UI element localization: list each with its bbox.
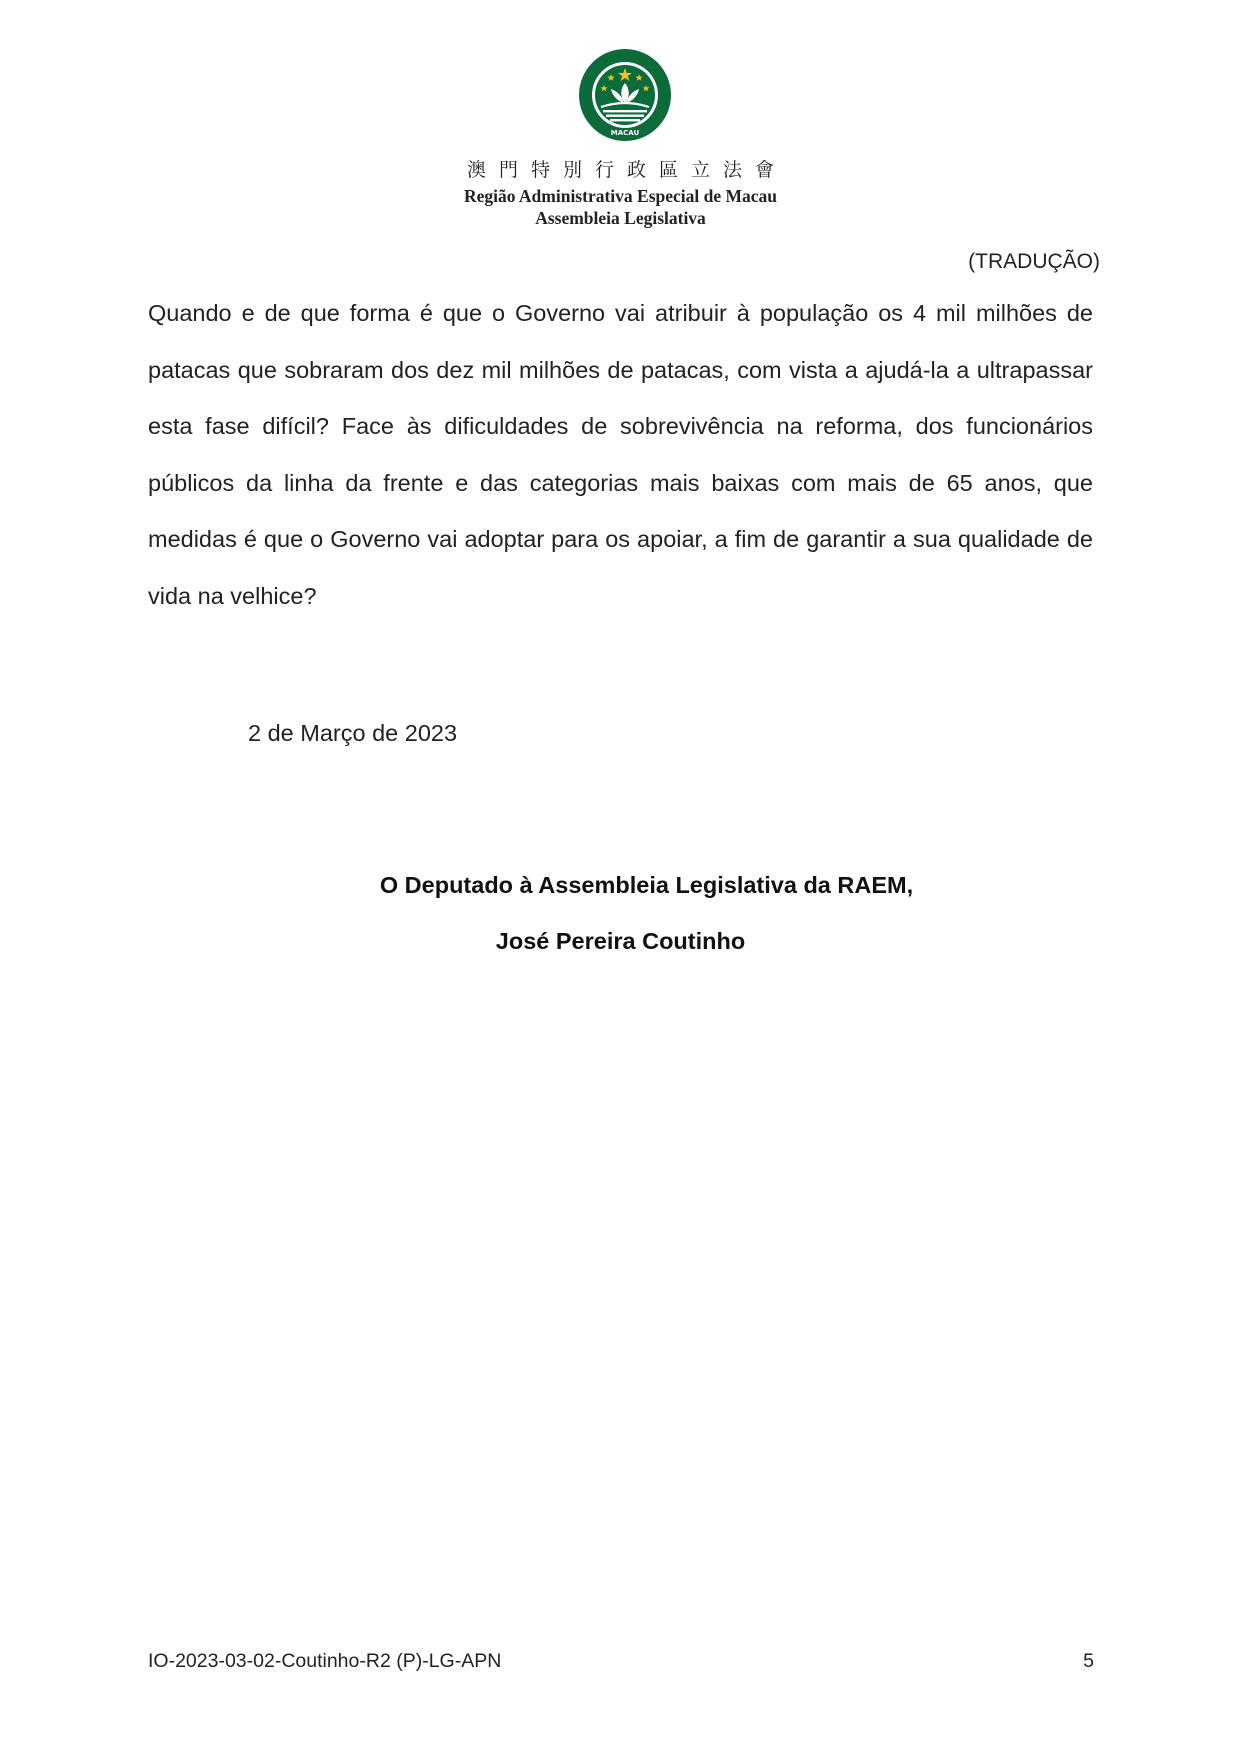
institution-header (0, 185, 1241, 229)
signatory-name: José Pereira Coutinho (495, 928, 746, 954)
page-number: 5 (1083, 1650, 1094, 1672)
chinese-institution-title: 澳門特別行政區立法會 (466, 159, 787, 181)
emblem-text: MACAU (610, 129, 640, 137)
assembly-name: Assembleia Legislativa (535, 208, 706, 228)
macau-sar-emblem-icon (577, 47, 673, 143)
translation-tag: (TRADUÇÃO) (968, 250, 1100, 273)
signatory-title: O Deputado à Assembleia Legislativa da RAEM, (379, 872, 914, 898)
region-name: Região Administrativa Especial de Macau (463, 186, 778, 206)
document-reference: IO-2023-03-02-Coutinho-R2 (P)-LG-APN (148, 1650, 502, 1672)
body-paragraph: Quando e de que forma é que o Governo vai atribuir à população os 4 mil milhões de patacas que sobraram dos dez mil milhões de patacas, com vista a ajudá-la a ultrapassar esta fase difícil? Face às dificuldades de sobrevivência na reforma, dos funcionários públicos da linha da frente e das categorias mais baixas com mais de 65 anos, que medidas é que o Governo vai adoptar para os apoiar, a fim de garantir a sua qualidade de vida na velhice? (148, 300, 1093, 609)
document-date: 2 de Março de 2023 (248, 720, 458, 746)
